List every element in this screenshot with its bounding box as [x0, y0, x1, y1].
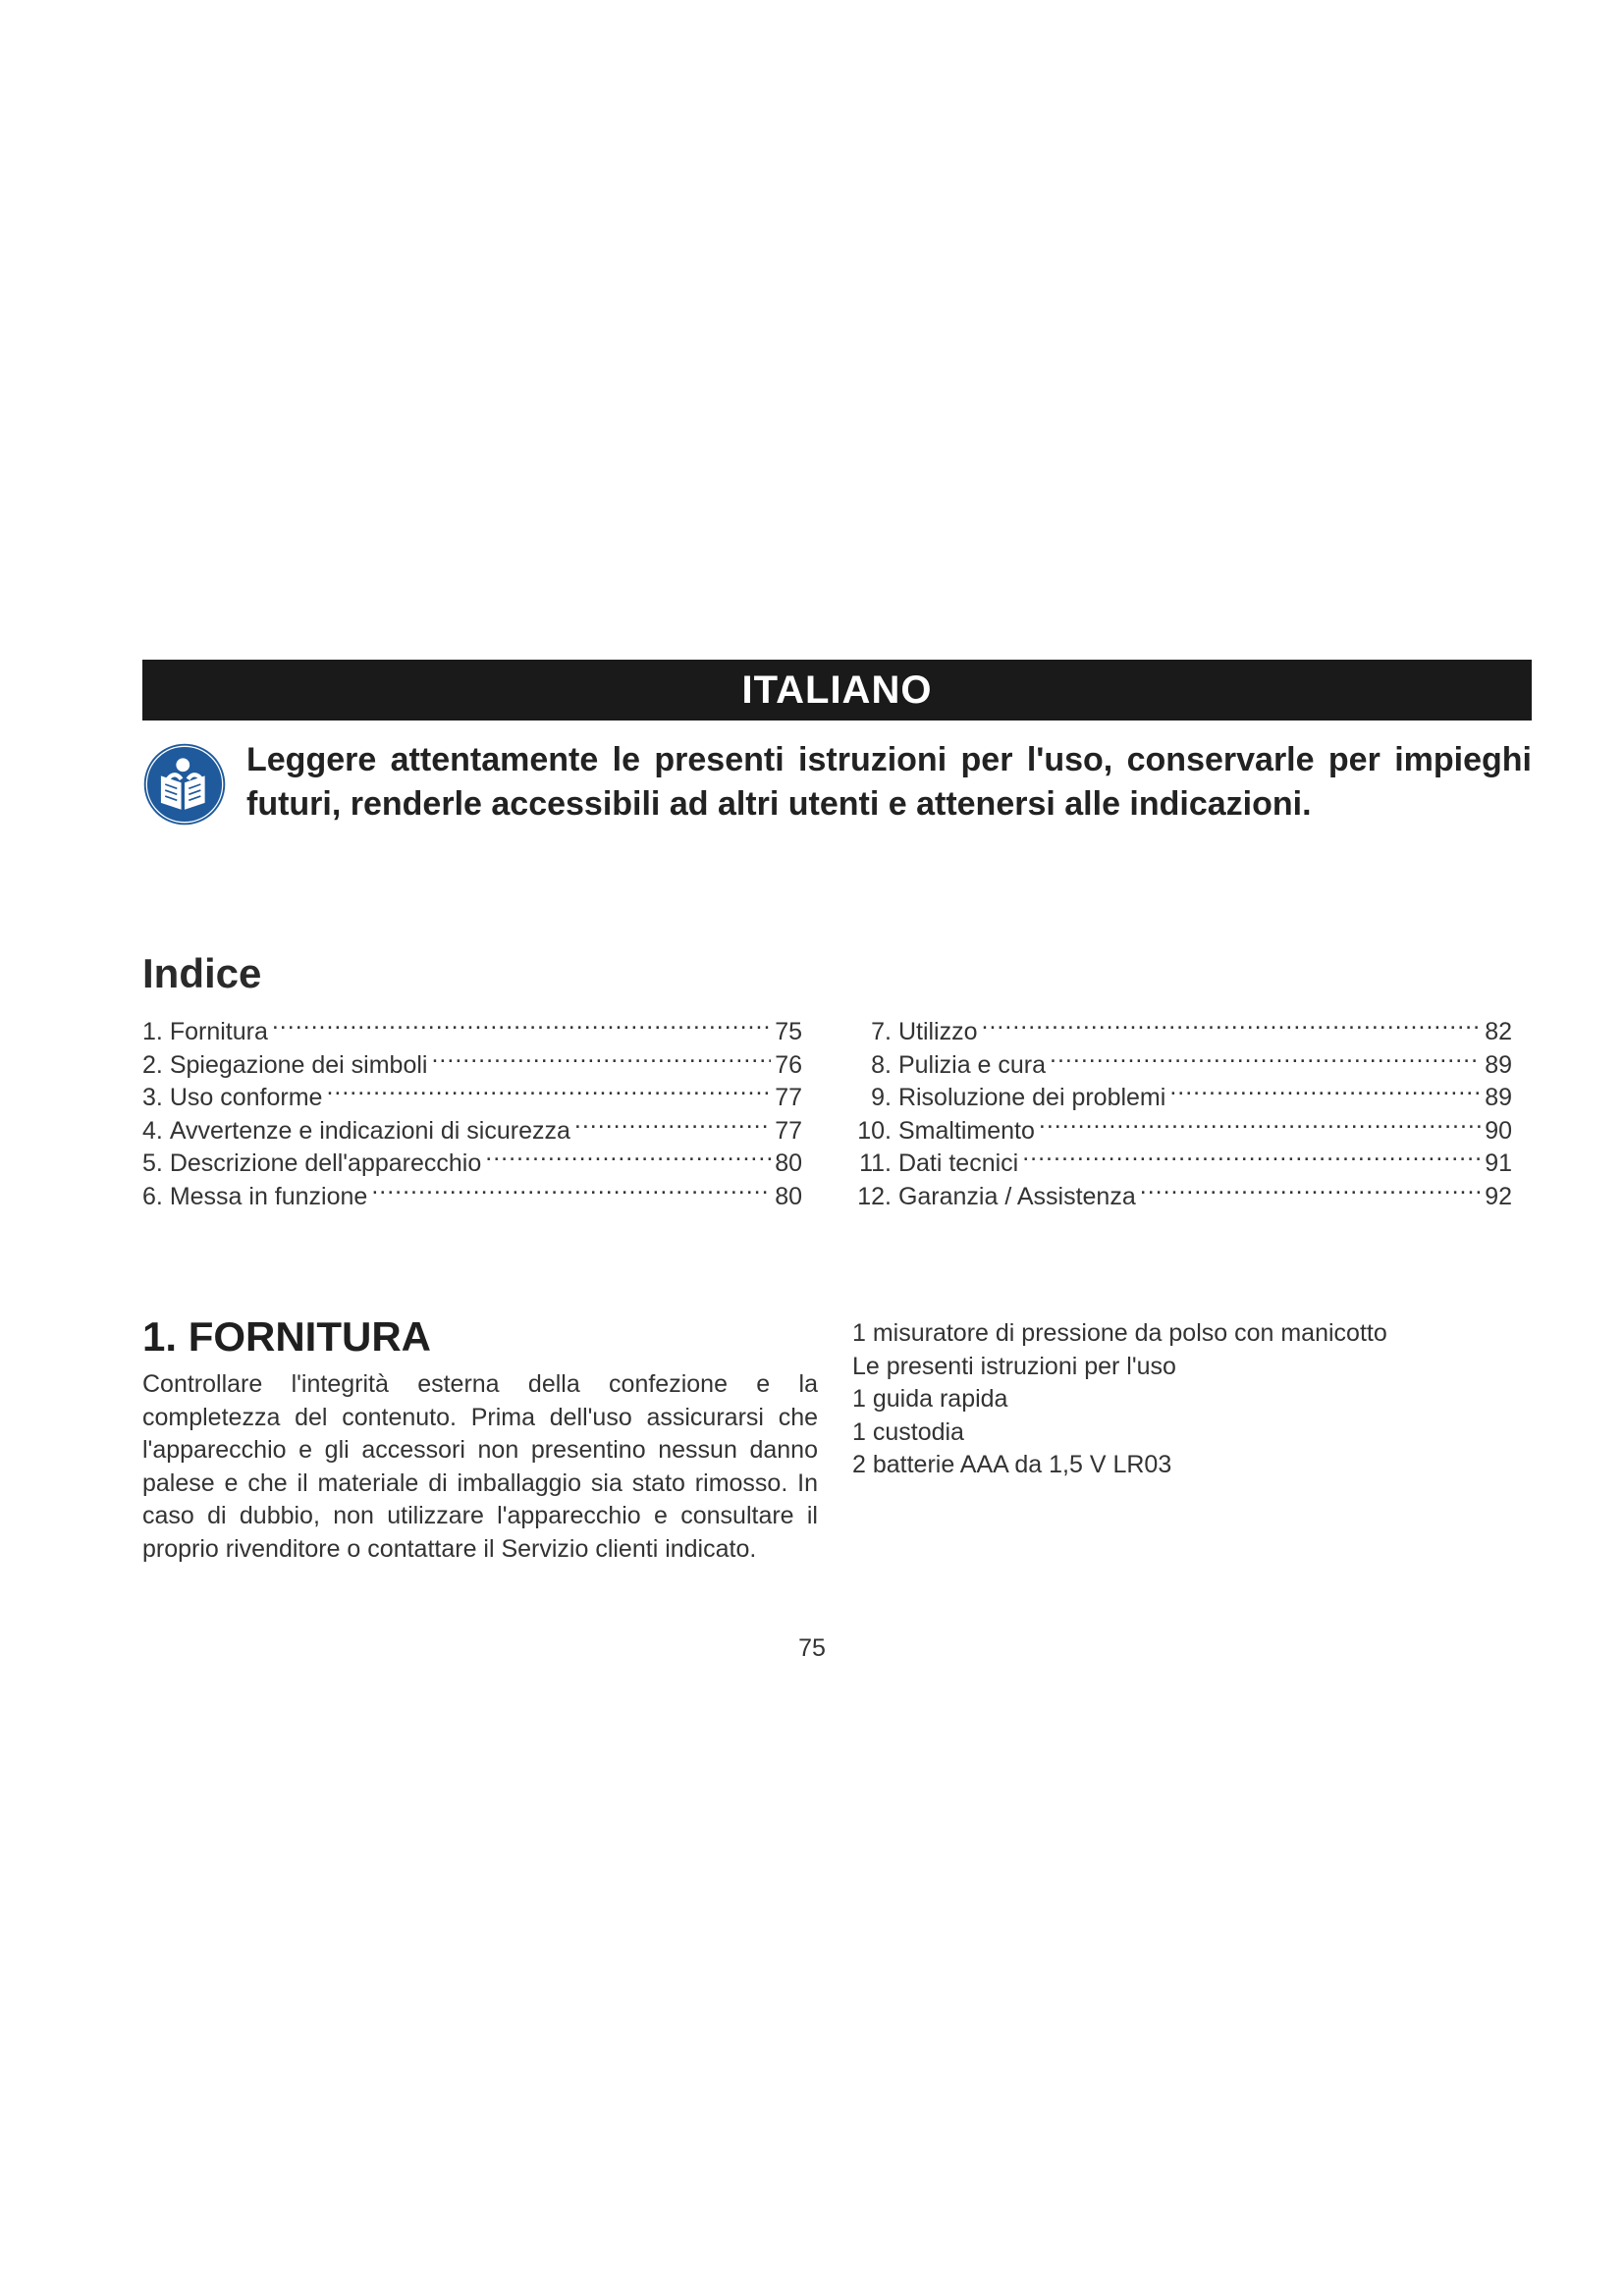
toc-item-label: Fornitura [169, 1018, 268, 1045]
toc-item-page: 89 [1485, 1084, 1512, 1111]
toc-item-page: 80 [775, 1149, 802, 1177]
toc-item-label: Descrizione dell'apparecchio [169, 1149, 482, 1177]
supply-item: 2 batterie AAA da 1,5 V LR03 [852, 1451, 1172, 1478]
toc-item-page: 77 [775, 1084, 802, 1111]
toc-item-label: Smaltimento [897, 1116, 1035, 1145]
toc-item-number: 9. [871, 1084, 892, 1111]
supply-list [852, 1317, 1530, 1482]
toc-item-label: Pulizia e cura [897, 1050, 1047, 1079]
toc-item-page: 80 [775, 1182, 802, 1210]
toc-leader-dots [1022, 1139, 1481, 1171]
toc-item-page: 91 [1485, 1149, 1512, 1177]
toc-leader-dots [371, 1172, 771, 1204]
page-number: 75 [798, 1634, 826, 1662]
toc-item-number: 2. [142, 1050, 163, 1079]
toc-item-number: 7. [871, 1018, 892, 1045]
toc-leader-dots [1050, 1041, 1481, 1073]
supply-item: 1 guida rapida [852, 1385, 1008, 1413]
toc-item [852, 1007, 1512, 1045]
toc-item-number: 3. [142, 1084, 163, 1111]
supply-item: 1 misuratore di pressione da polso con manicotto [852, 1319, 1387, 1347]
notice-text: Leggere attentamente le presenti istruzioni per l'uso, conservarle per impieghi futuri, renderle accessibili ad altri utenti e attenersi alle indicazioni. [246, 741, 1532, 823]
toc-leader-dots [1140, 1172, 1481, 1204]
toc-item-page: 90 [1485, 1116, 1512, 1145]
toc-item-label: Dati tecnici [897, 1149, 1019, 1177]
toc-leader-dots [485, 1139, 771, 1171]
section-title: 1. FORNITURA [142, 1313, 431, 1360]
toc-item-number: 8. [871, 1050, 892, 1079]
toc-item-number: 12. [857, 1182, 892, 1210]
toc-item-label: Garanzia / Assistenza [897, 1182, 1136, 1210]
toc-item-label: Avvertenze e indicazioni di sicurezza [169, 1116, 570, 1145]
toc-item-page: 77 [775, 1116, 802, 1145]
toc-item-label: Messa in funzione [169, 1182, 368, 1210]
toc-left-column [142, 1007, 802, 1210]
toc-item-label: Risoluzione dei problemi [897, 1084, 1166, 1111]
read-instructions-notice [142, 738, 1532, 832]
toc-item-page: 92 [1485, 1182, 1512, 1210]
toc-leader-dots [272, 1007, 771, 1040]
toc-item-label: Spiegazione dei simboli [169, 1050, 428, 1079]
toc-item-number: 6. [142, 1182, 163, 1210]
toc-leader-dots [574, 1106, 771, 1139]
toc-item [142, 1007, 802, 1045]
toc-leader-dots [431, 1041, 771, 1073]
section-body: Controllare l'integrità esterna della confezione e la completezza del contenuto. Prima dell'uso assicurarsi che l'apparecchio e gli accessori non presentino nessun danno palese e che il materiale di imballaggio sia stato rimosso. In caso di dubbio, non utilizzare l'apparecchio e consultare il proprio rivenditore o contattare il Servizio clienti indicato. [142, 1370, 818, 1563]
supply-item: Le presenti istruzioni per l'uso [852, 1352, 1176, 1380]
toc-item-number: 1. [142, 1018, 163, 1045]
toc-leader-dots [982, 1007, 1482, 1040]
toc-item-label: Uso conforme [169, 1084, 323, 1111]
toc-item-page: 82 [1485, 1018, 1512, 1045]
index-title: Indice [142, 950, 262, 996]
toc-item-number: 10. [857, 1116, 892, 1145]
toc-leader-dots [1039, 1106, 1481, 1139]
toc-item-page: 75 [775, 1018, 802, 1045]
toc-right-column [852, 1007, 1512, 1210]
toc-leader-dots [326, 1073, 771, 1105]
toc-item-label: Utilizzo [897, 1018, 978, 1045]
toc-item-page: 89 [1485, 1050, 1512, 1079]
read-manual-icon [142, 742, 227, 827]
toc-item-number: 5. [142, 1149, 163, 1177]
toc-leader-dots [1169, 1073, 1481, 1105]
toc-item-page: 76 [775, 1050, 802, 1079]
toc-item-number: 11. [859, 1149, 892, 1177]
toc-item-number: 4. [142, 1116, 163, 1145]
supply-item: 1 custodia [852, 1417, 964, 1446]
language-banner: ITALIANO [142, 660, 1532, 721]
